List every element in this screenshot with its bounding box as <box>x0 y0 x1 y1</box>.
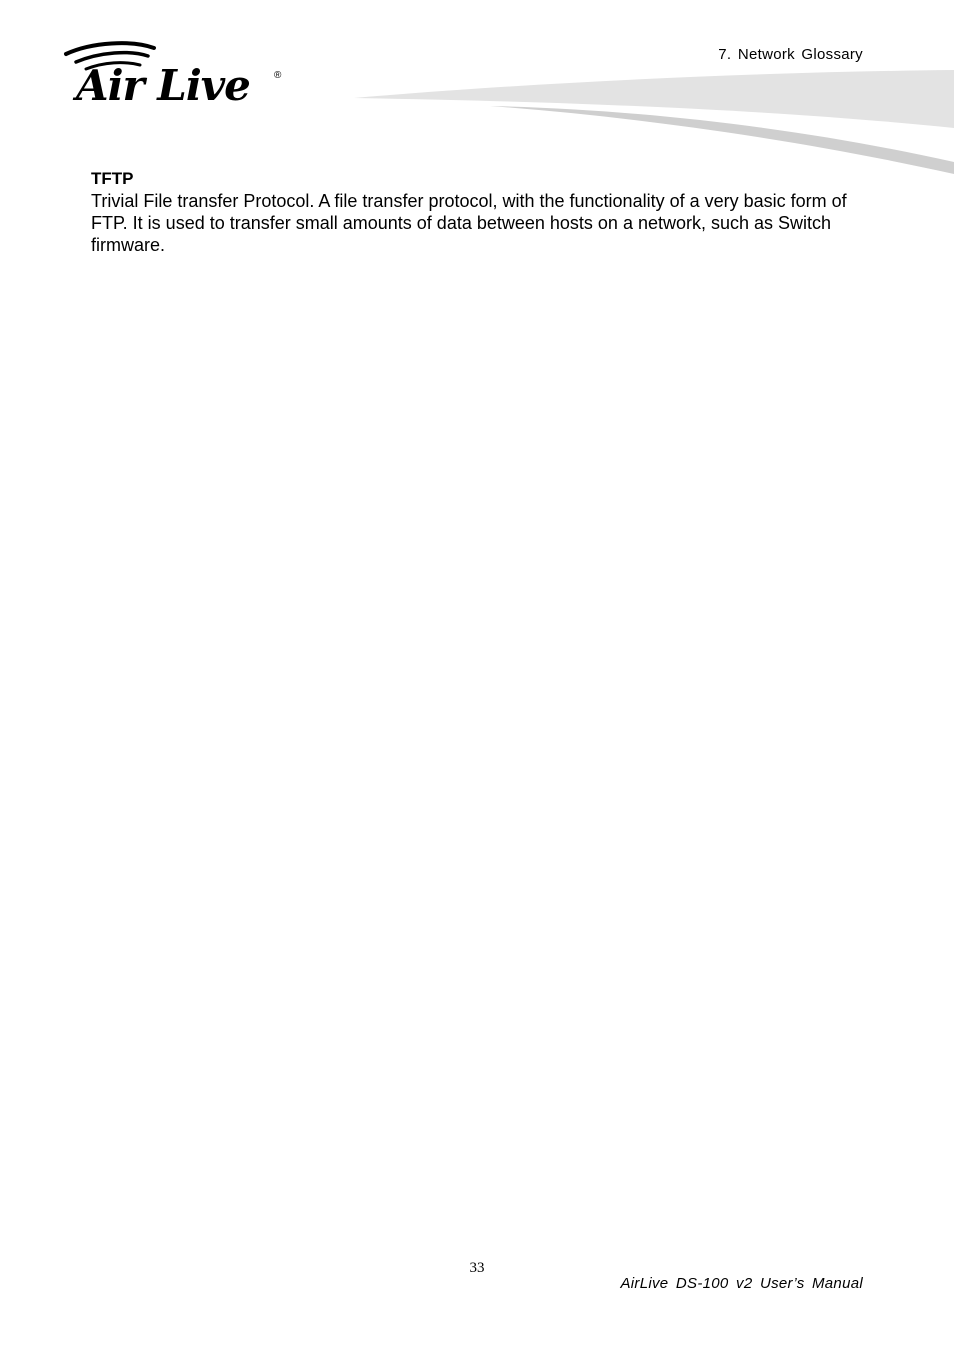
page-number: 33 <box>469 1260 485 1276</box>
header-swoosh-decoration <box>340 62 954 180</box>
manual-title: AirLive DS-100 v2 User’s Manual <box>620 1275 863 1292</box>
registered-mark: ® <box>274 70 282 81</box>
chapter-title: 7. Network Glossary <box>718 46 863 63</box>
page-header <box>0 0 954 180</box>
glossary-entry <box>91 168 871 256</box>
airlive-logo <box>62 40 292 108</box>
glossary-definition: Trivial File transfer Protocol. A file transfer protocol, with the functionality of a very basic form of FTP. It is used to transfer small amounts of data between hosts on a network, such as Switch firmware. <box>91 191 847 255</box>
glossary-term: TFTP <box>91 169 134 188</box>
logo-wordmark: Air Live <box>76 61 250 108</box>
